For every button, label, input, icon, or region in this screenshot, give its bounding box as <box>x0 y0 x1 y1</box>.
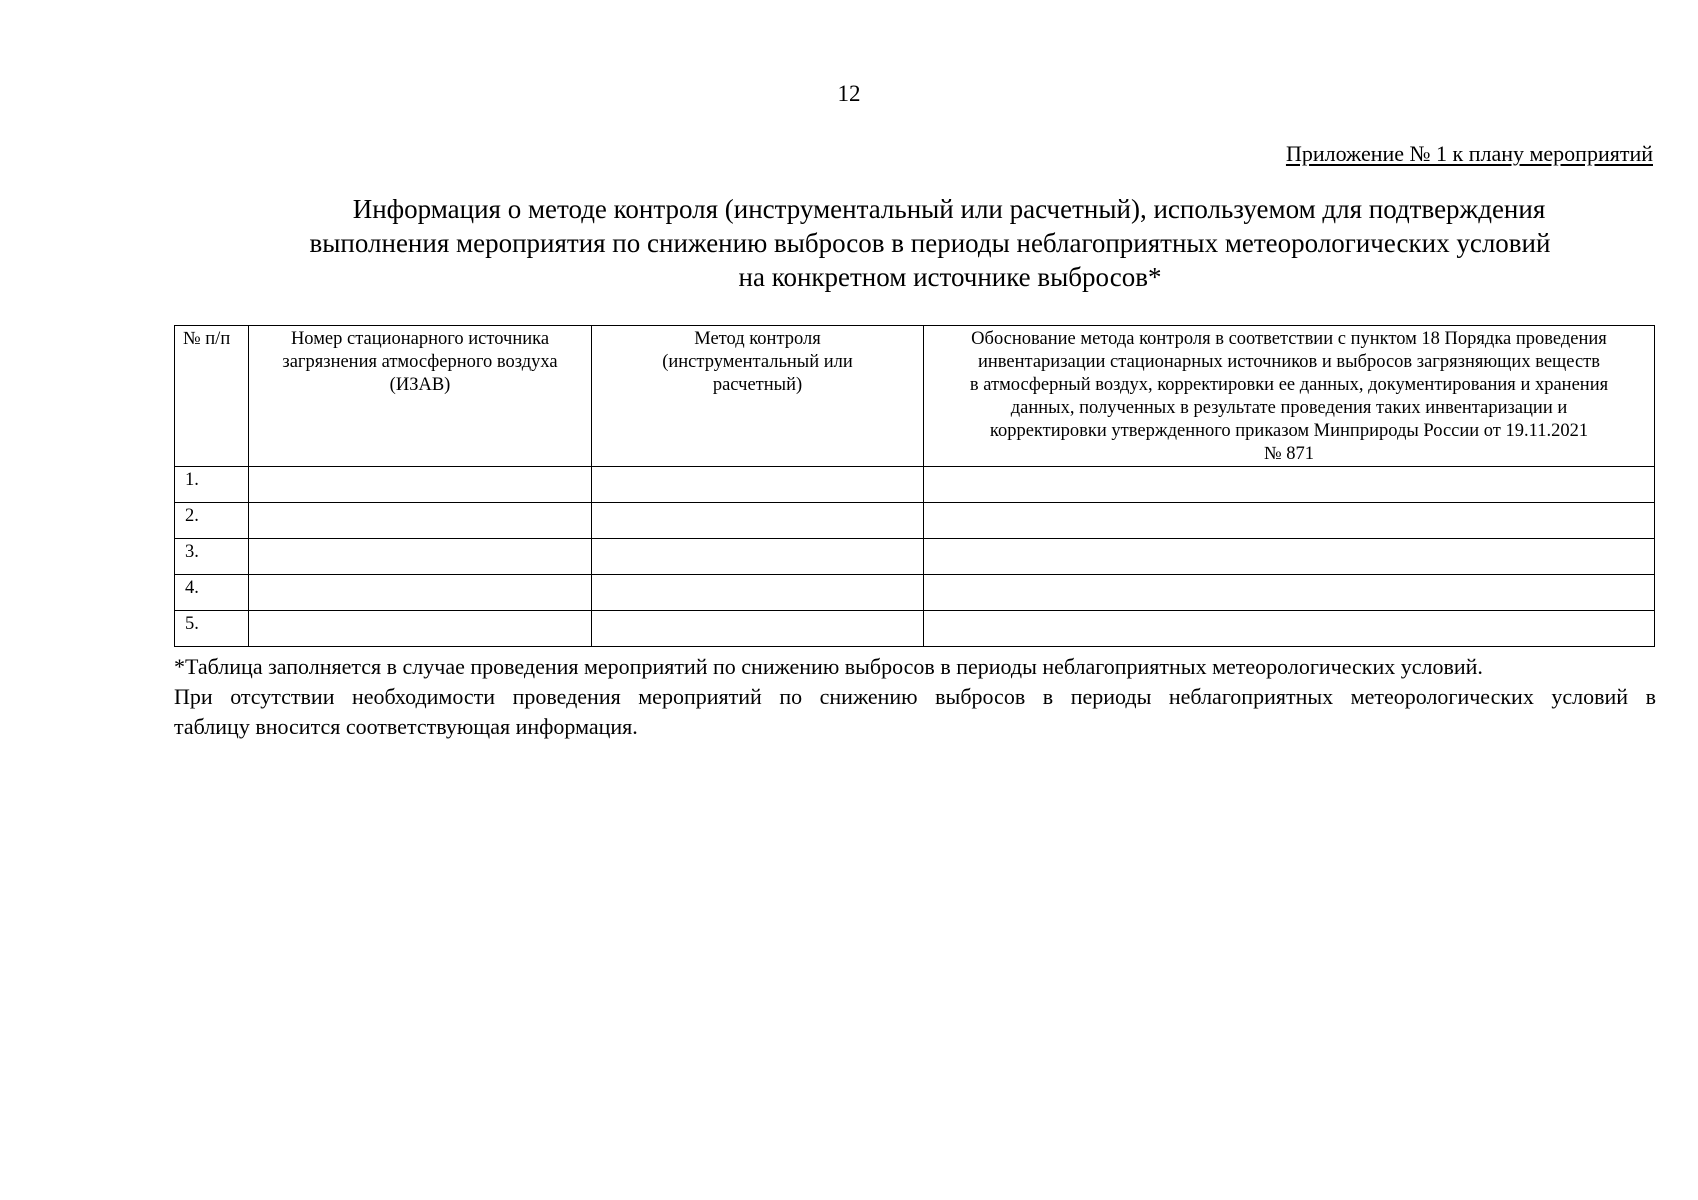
title-line-3: на конкретном источнике выбросов* <box>738 262 1162 292</box>
header-source-line-3: (ИЗАВ) <box>389 375 451 395</box>
control-method-table <box>174 325 1655 647</box>
title-line-2: выполнения мероприятия по снижению выбросов в периоды неблагоприятных метеорологических условий <box>309 228 1551 258</box>
method-cell <box>592 467 924 503</box>
appendix-label: Приложение № 1 к плану мероприятий <box>1285 141 1653 166</box>
source-cell <box>249 503 592 539</box>
header-justification-line-6: № 871 <box>1263 444 1315 464</box>
table-row <box>175 467 1655 503</box>
table-header-row <box>175 326 1655 467</box>
method-cell <box>592 575 924 611</box>
page-number: 12 <box>837 81 861 106</box>
method-cell <box>592 503 924 539</box>
header-justification-line-3: в атмосферный воздух, корректировки ее данных, документирования и хранения <box>969 375 1609 395</box>
footnote <box>174 652 1656 742</box>
header-method-line-3: расчетный) <box>712 375 803 395</box>
header-source <box>249 326 592 467</box>
table-row <box>175 503 1655 539</box>
header-justification-line-1: Обоснование метода контроля в соответствии с пунктом 18 Порядка проведения <box>971 329 1607 349</box>
footnote-line-1: *Таблица заполняется в случае проведения мероприятий по снижению выбросов в периоды неблагоприятных метеорологических условий. <box>174 654 1483 679</box>
header-source-line-2: загрязнения атмосферного воздуха <box>282 352 558 372</box>
row-num-cell: 1. <box>175 467 249 503</box>
source-cell <box>249 575 592 611</box>
header-method-line-2: (инструментальный или <box>662 352 853 372</box>
row-num-cell: 3. <box>175 539 249 575</box>
justification-cell <box>924 611 1655 647</box>
justification-cell <box>924 467 1655 503</box>
justification-cell <box>924 575 1655 611</box>
header-justification-line-2: инвентаризации стационарных источников и выбросов загрязняющих веществ <box>978 352 1600 372</box>
footnote-line-2: При отсутствии необходимости проведения мероприятий по снижению выбросов в периоды неблагоприятных метеорологических условий в <box>174 684 1656 709</box>
row-num-cell: 4. <box>175 575 249 611</box>
header-method <box>592 326 924 467</box>
header-source-line-1: Номер стационарного источника <box>290 329 550 349</box>
table-row <box>175 611 1655 647</box>
header-justification <box>924 326 1655 467</box>
source-cell <box>249 611 592 647</box>
source-cell <box>249 467 592 503</box>
table-row <box>175 575 1655 611</box>
title-line-1: Информация о методе контроля (инструментальный или расчетный), используемом для подтверждения <box>352 194 1546 224</box>
header-num: № п/п <box>175 326 249 467</box>
header-justification-line-4: данных, полученных в результате проведения таких инвентаризации и <box>1010 398 1568 418</box>
source-cell <box>249 539 592 575</box>
method-cell <box>592 611 924 647</box>
row-num-cell: 5. <box>175 611 249 647</box>
header-justification-line-5: корректировки утвержденного приказом Минприроды России от 19.11.2021 <box>989 421 1589 441</box>
table-row <box>175 539 1655 575</box>
row-num-cell: 2. <box>175 503 249 539</box>
justification-cell <box>924 539 1655 575</box>
header-method-line-1: Метод контроля <box>694 329 821 349</box>
method-cell <box>592 539 924 575</box>
document-title <box>200 192 1660 294</box>
footnote-line-3: таблицу вносится соответствующая информация. <box>174 714 638 739</box>
justification-cell <box>924 503 1655 539</box>
